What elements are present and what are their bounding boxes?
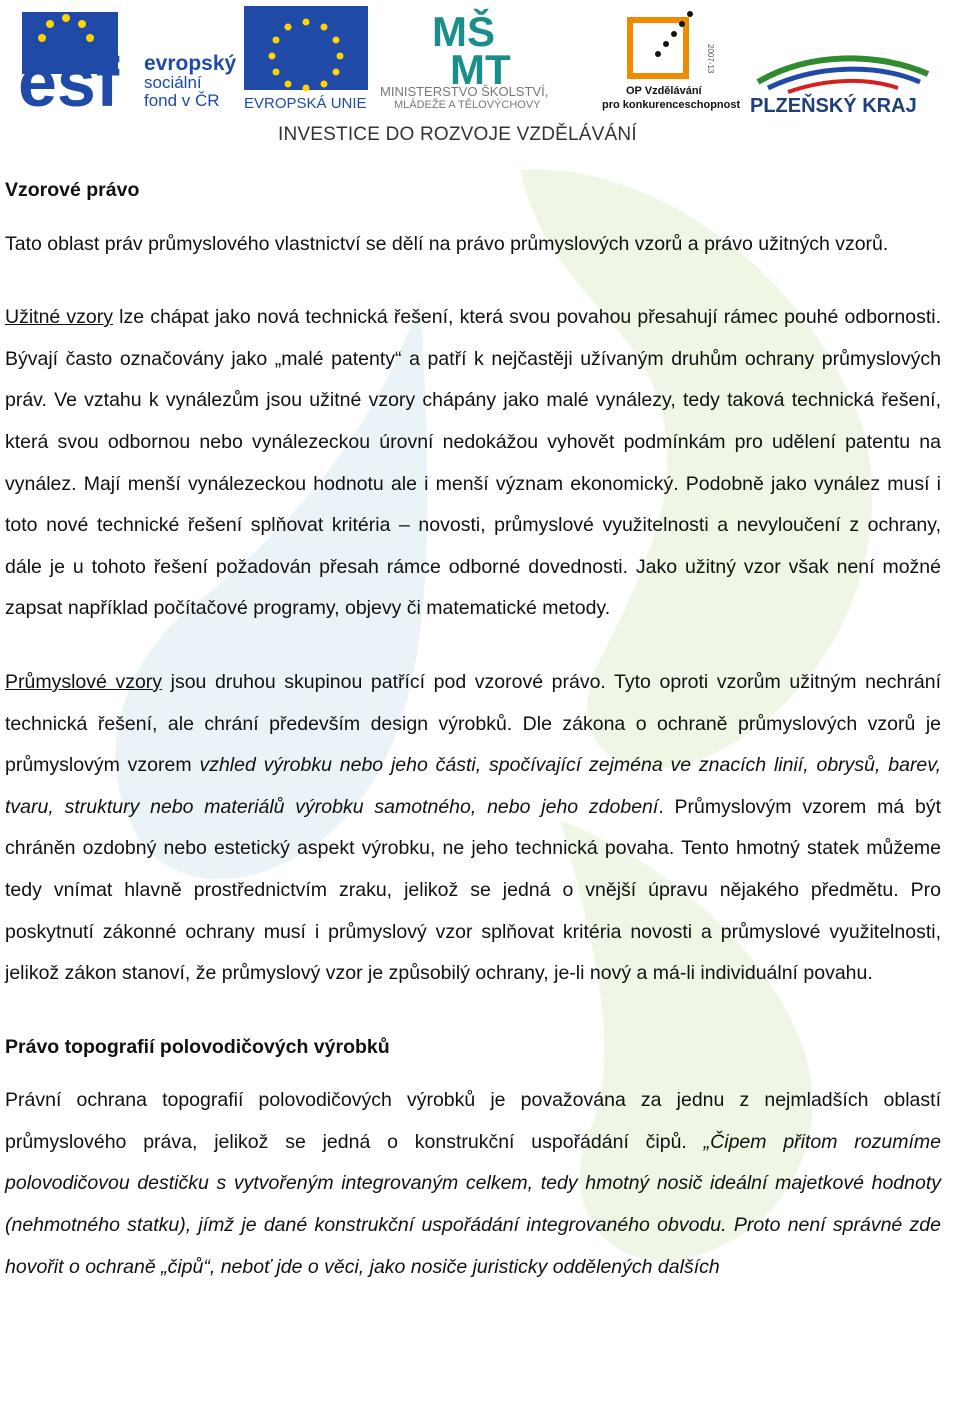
svg-text:MŠ: MŠ	[432, 8, 495, 55]
svg-text:fond v ČR: fond v ČR	[144, 91, 220, 110]
plzensky-kraj-logo	[748, 48, 948, 118]
svg-text:EVROPSKÁ UNIE: EVROPSKÁ UNIE	[244, 95, 367, 110]
uzitne-vzory-paragraph: Užitné vzory lze chápat jako nová technická řešení, která svou povahou přesahují rámec pouhé odbornosti. Bývají často označovány jako „malé patenty“ a patří k nejčastěji užívaným druhům ochrany průmyslových práv. Ve vztahu k vynálezům jsou užitné vzory chápány jako malé vynálezy, tedy taková technická řešení, která svou odbornou nebo vynálezeckou úrovní nedokážou vyhovět podmínkám pro udělení patentu na vynález. Mají menší vynálezeckou hodnotu ale i menší význam ekonomický. Podobně jako vynález musí i toto nové technické řešení splňovat kritéria – novosti, průmyslové využitelnosti a nevyloučení z ochrany, dále je u tohoto řešení požadován přesah rámce odborné dovednosti. Jako užitný vzor však není možné zapsat například počítačové programy, objevy či matematické metody.	[5, 306, 941, 620]
section-heading: Vzorové právo	[5, 179, 140, 201]
intro-paragraph: Tato oblast práv průmyslového vlastnictví se dělí na právo průmyslových vzorů a právo užitných vzorů.	[5, 232, 889, 255]
section-heading-topografie: Právo topografií polovodičových výrobků	[5, 1035, 390, 1058]
svg-text:2007-13: 2007-13	[706, 44, 715, 74]
investice-tagline: INVESTICE DO ROZVOJE VZDĚLÁVÁNÍ	[278, 124, 637, 145]
svg-text:pro konkurenceschopnost: pro konkurenceschopnost	[602, 99, 740, 111]
esf-logo	[16, 6, 238, 114]
svg-text:MLÁDEŽE A TĚLOVÝCHOVY: MLÁDEŽE A TĚLOVÝCHOVY	[394, 99, 541, 110]
esf-mark: esf	[18, 43, 120, 114]
svg-text:MINISTERSTVO ŠKOLSTVÍ,: MINISTERSTVO ŠKOLSTVÍ,	[380, 84, 549, 99]
svg-text:OP Vzdělávání: OP Vzdělávání	[626, 85, 702, 97]
prumyslove-vzory-paragraph: Průmyslové vzory jsou druhou skupinou patřící pod vzorové právo. Tyto oproti vzorům užitným nechrání technická řešení, ale chrání především design výrobků. Dle zákona o ochraně průmyslových vzorů je průmyslovým vzorem vzhled výrobku nebo jeho části, spočívající zejména ve znacích linií, obrysů, barev, tvaru, struktury nebo materiálů výrobku samotného, nebo jeho zdobení. Průmyslovým vzorem má být chráněn ozdobný nebo estetický aspekt výrobku, ne jeho technická povaha. Tento hmotný statek můžeme tedy vnímat hlavně prostřednictvím zraku, jelikož se jedná o vnější úpravu nějakého předmětu. Pro poskytnutí zákonné ochrany musí i průmyslový vzor splňovat kritéria novosti a průmyslové využitelnosti, jelikož zákon stanoví, že průmyslový vzor je způsobilý ochrany, je-li nový a má-li individuální povahu.	[5, 670, 941, 985]
svg-text:evropský: evropský	[144, 52, 237, 75]
svg-text:MT: MT	[450, 46, 511, 93]
uzitne-vzory-link[interactable]: Užitné vzory	[5, 306, 114, 329]
eu-logo	[244, 6, 368, 110]
svg-text:sociální: sociální	[144, 73, 202, 92]
prumyslove-vzory-link[interactable]: Průmyslové vzory	[5, 670, 163, 693]
svg-text:PLZEŇSKÝ KRAJ: PLZEŇSKÝ KRAJ	[750, 95, 917, 117]
op-logo	[600, 4, 740, 112]
topografie-paragraph: Právní ochrana topografií polovodičových výrobků je považována za jednu z nejmladších oblastí průmyslového práva, jelikož se jedná o konstrukční uspořádání čipů. „Čipem přitom rozumíme polovodičovou destičku s vytvořeným integrovaným celkem, tedy hmotný nosič ideální majetkové hodnoty (nehmotného statku), jímž je dané konstrukční uspořádání integrovaného obvodu. Proto není správné zde hovořit o ochraně „čipů“, neboť jde o věci, jako nosiče juristicky oddělených dalších	[5, 1089, 941, 1278]
document-body	[5, 170, 941, 1288]
logo-bar	[0, 0, 960, 160]
msmt-logo	[378, 6, 594, 110]
